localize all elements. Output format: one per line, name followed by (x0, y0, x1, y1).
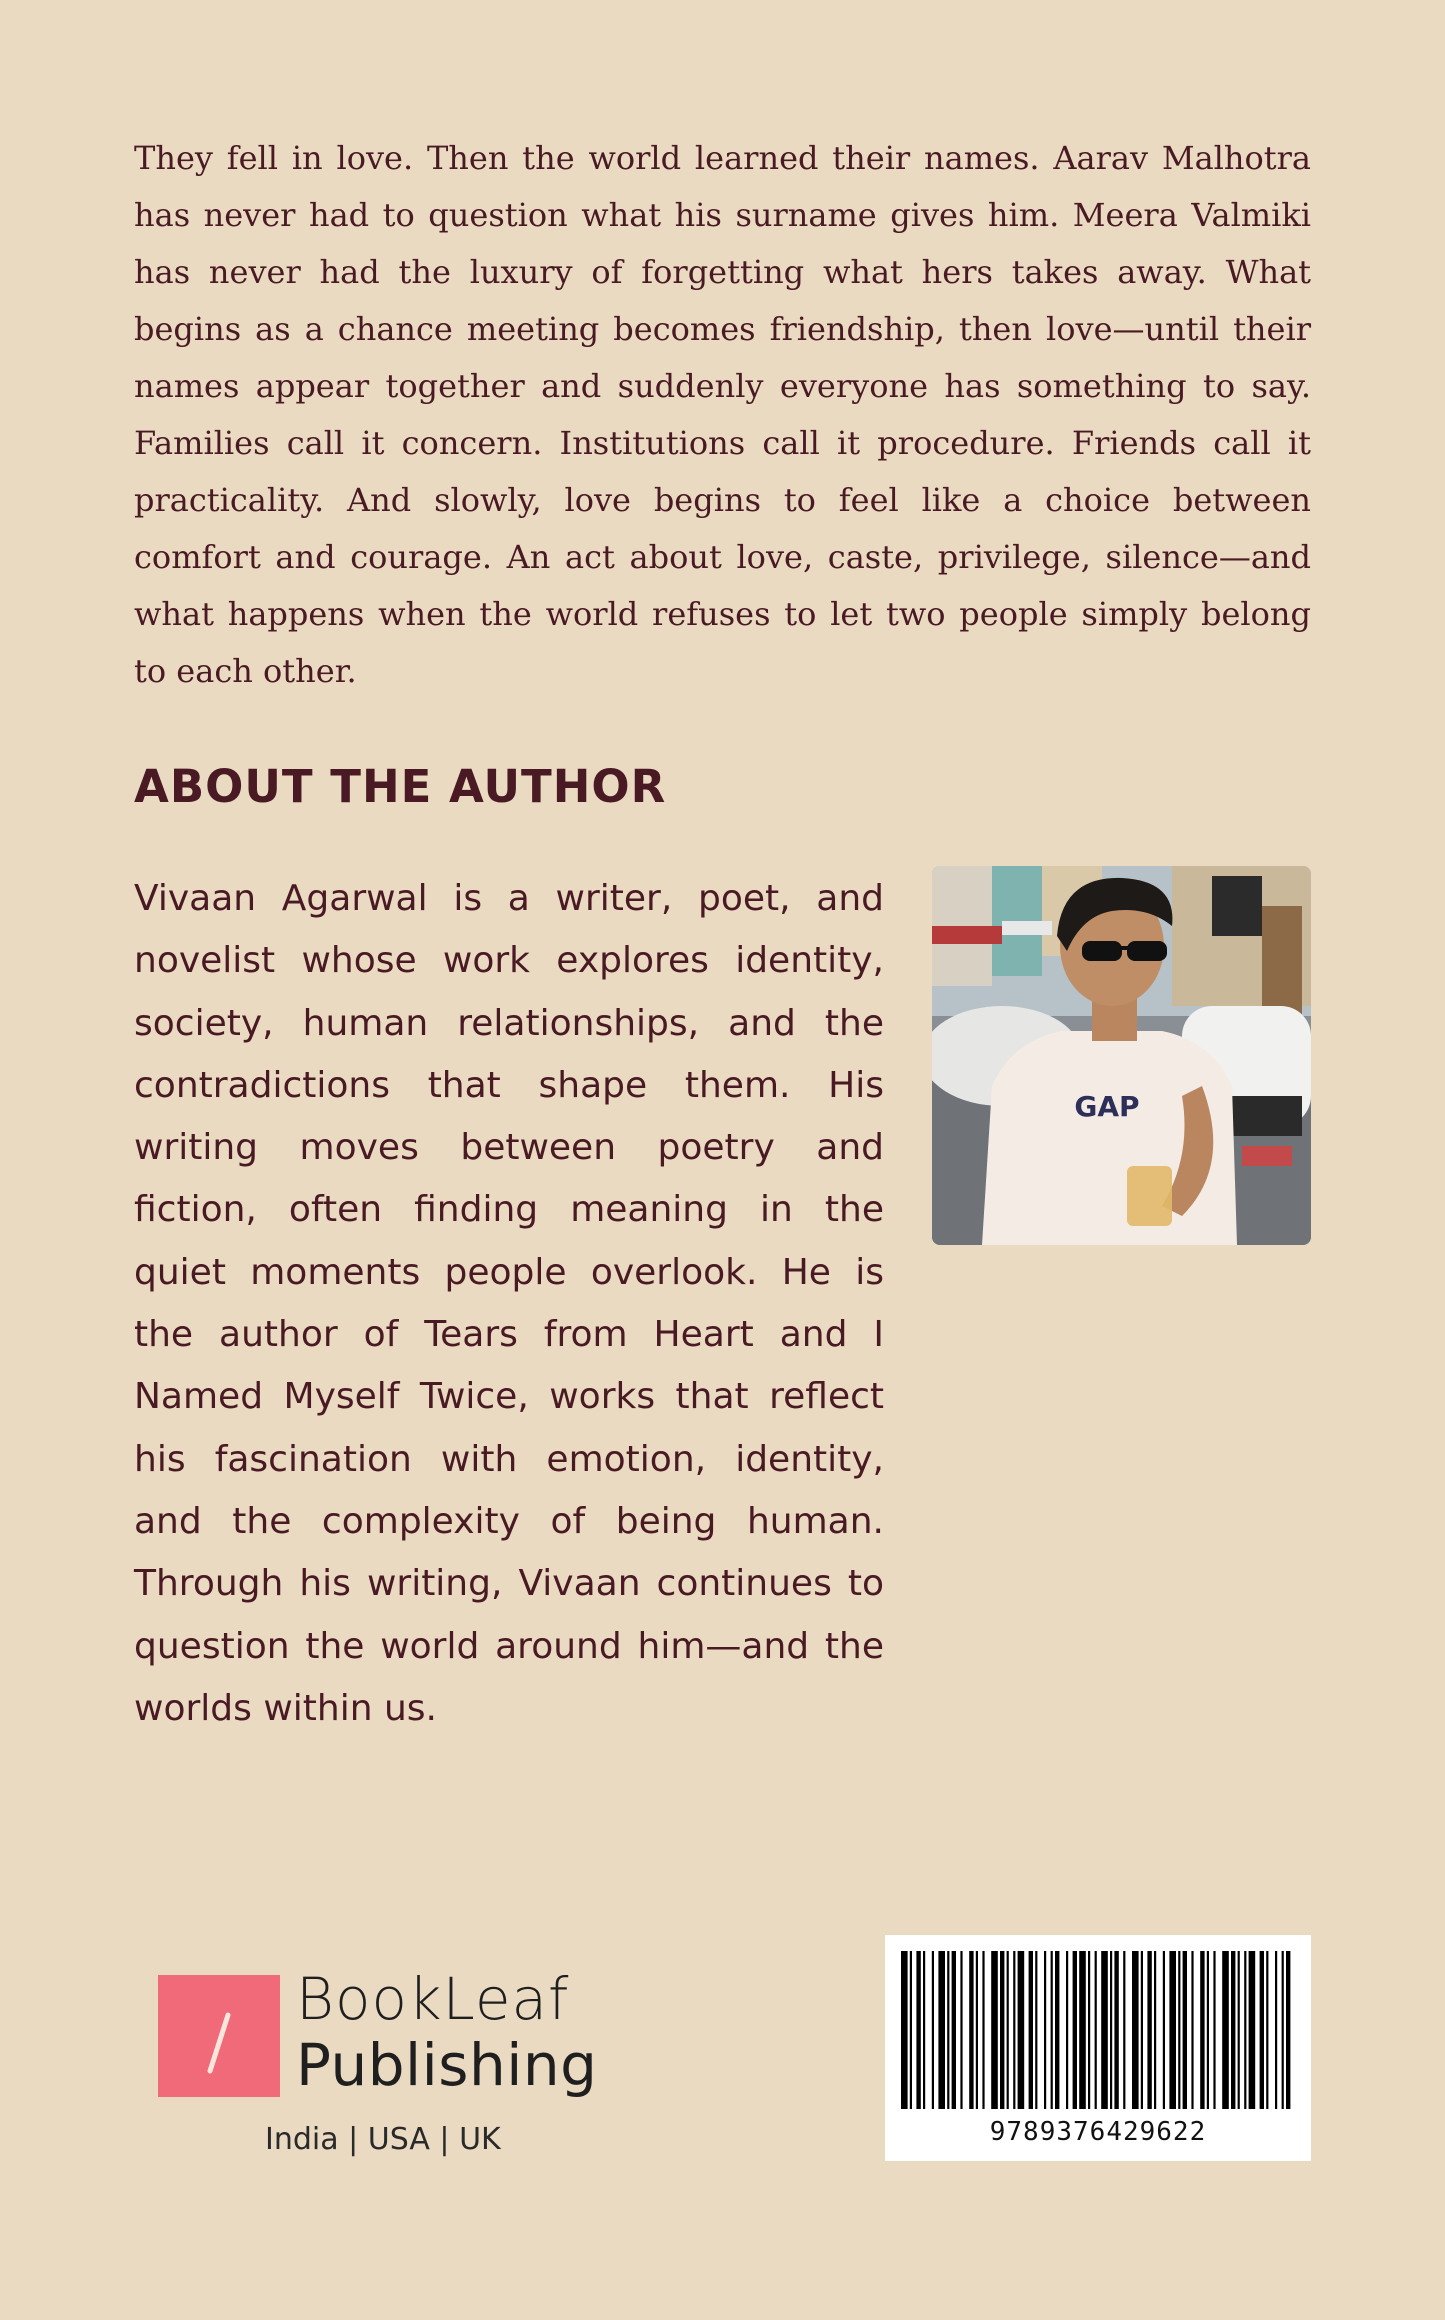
publisher-name-line2: Publishing (296, 2031, 598, 2099)
barcode-bar (1101, 1951, 1108, 2109)
bookleaf-logo-mark (158, 1975, 280, 2097)
barcode-bar (1178, 1951, 1180, 2109)
barcode-bar (1260, 1951, 1264, 2109)
author-photo (932, 866, 1311, 1245)
barcode-bar (991, 1951, 998, 2109)
barcode-bar (1238, 1951, 1240, 2109)
barcode-bar (1110, 1951, 1112, 2109)
barcode-bar (1213, 1951, 1215, 2109)
barcode-bar (969, 1951, 973, 2109)
barcode-bar (901, 1951, 908, 2109)
barcode-bar (1207, 1951, 1209, 2109)
barcode-bar (1200, 1951, 1204, 2109)
barcode-bar (1000, 1951, 1004, 2109)
barcode-bar (1163, 1951, 1165, 2109)
publisher-regions: India | USA | UK (265, 2122, 501, 2157)
barcode-bar (916, 1951, 920, 2109)
barcode-bar (938, 1951, 945, 2109)
barcode-bar (1044, 1951, 1046, 2109)
barcode-bar (1073, 1951, 1077, 2109)
barcode-bar (1114, 1951, 1118, 2109)
barcode-bar (1231, 1951, 1235, 2109)
back-cover-blurb: They fell in love. Then the world learned their names. Aarav Malhotra has never had to question what his surname gives him. Meera Valmiki has never had the luxury of forgetting what hers takes away. What begins as a chance meeting becomes friendship, then love—until their names appear together and suddenly everyone has something to say. Families call it concern. Institutions call it procedure. Friends call it practicality. And slowly, love begins to feel like a choice between comfort and courage. An act about love, caste, privilege, silence—and what happens when the world refuses to let two people simply belong to each other. (134, 139, 1311, 690)
barcode-bar (1282, 1951, 1284, 2109)
barcode-bar (1013, 1951, 1015, 2109)
barcode-bar (1051, 1951, 1053, 2109)
barcode-bar (1035, 1951, 1037, 2109)
barcode-bar (1183, 1951, 1187, 2109)
barcode-bar (1249, 1951, 1256, 2109)
barcode-bar (910, 1951, 912, 2109)
barcode-bar (932, 1951, 934, 2109)
barcode-bar (1147, 1951, 1151, 2109)
barcode-bar (947, 1951, 949, 2109)
barcode-bar (1088, 1951, 1090, 2109)
barcode-bar (1286, 1951, 1290, 2109)
barcode-bar (1079, 1951, 1086, 2109)
barcode-bar (1191, 1951, 1193, 2109)
barcode-bar (1055, 1951, 1059, 2109)
barcode-bar (1222, 1951, 1229, 2109)
barcode-bar (1141, 1951, 1143, 2109)
barcode-bar (1095, 1951, 1097, 2109)
barcode-bar (1132, 1951, 1139, 2109)
author-bio: Vivaan Agarwal is a writer, poet, and novelist whose work explores identity, society, human relationships, and the contradictions that shape them. His writing moves between poetry and fiction, often finding meaning in the quiet moments people overlook. He is the author of Tears from Heart and I Named Myself Twice, works that reflect his fascination with emotion, identity, and the complexity of being human. Through his writing, Vivaan continues to question the world around him—and the worlds within us. (134, 878, 884, 1729)
barcode-bar (923, 1951, 925, 2109)
publisher-name-line1: BookLeaf (296, 1965, 570, 2033)
isbn-barcode (885, 1935, 1311, 2161)
barcode-bar (1029, 1951, 1033, 2109)
isbn-number: 9789376429622 (989, 2117, 1207, 2147)
barcode-bar (960, 1951, 962, 2109)
barcode-bar (1275, 1951, 1277, 2109)
barcode-bar (1266, 1951, 1268, 2109)
barcode-bar (976, 1951, 978, 2109)
about-author-heading: ABOUT THE AUTHOR (134, 760, 667, 813)
barcode-bar (982, 1951, 984, 2109)
barcode-bar (1154, 1951, 1156, 2109)
barcode-bar (1123, 1951, 1125, 2109)
barcode-bar (1066, 1951, 1068, 2109)
barcode-bar (952, 1951, 956, 2109)
barcode-bar (1244, 1951, 1246, 2109)
barcode-bar (1169, 1951, 1176, 2109)
shirt-logo-text: GAP (1074, 1090, 1140, 1123)
barcode-bar (1007, 1951, 1009, 2109)
barcode-bar (1018, 1951, 1025, 2109)
